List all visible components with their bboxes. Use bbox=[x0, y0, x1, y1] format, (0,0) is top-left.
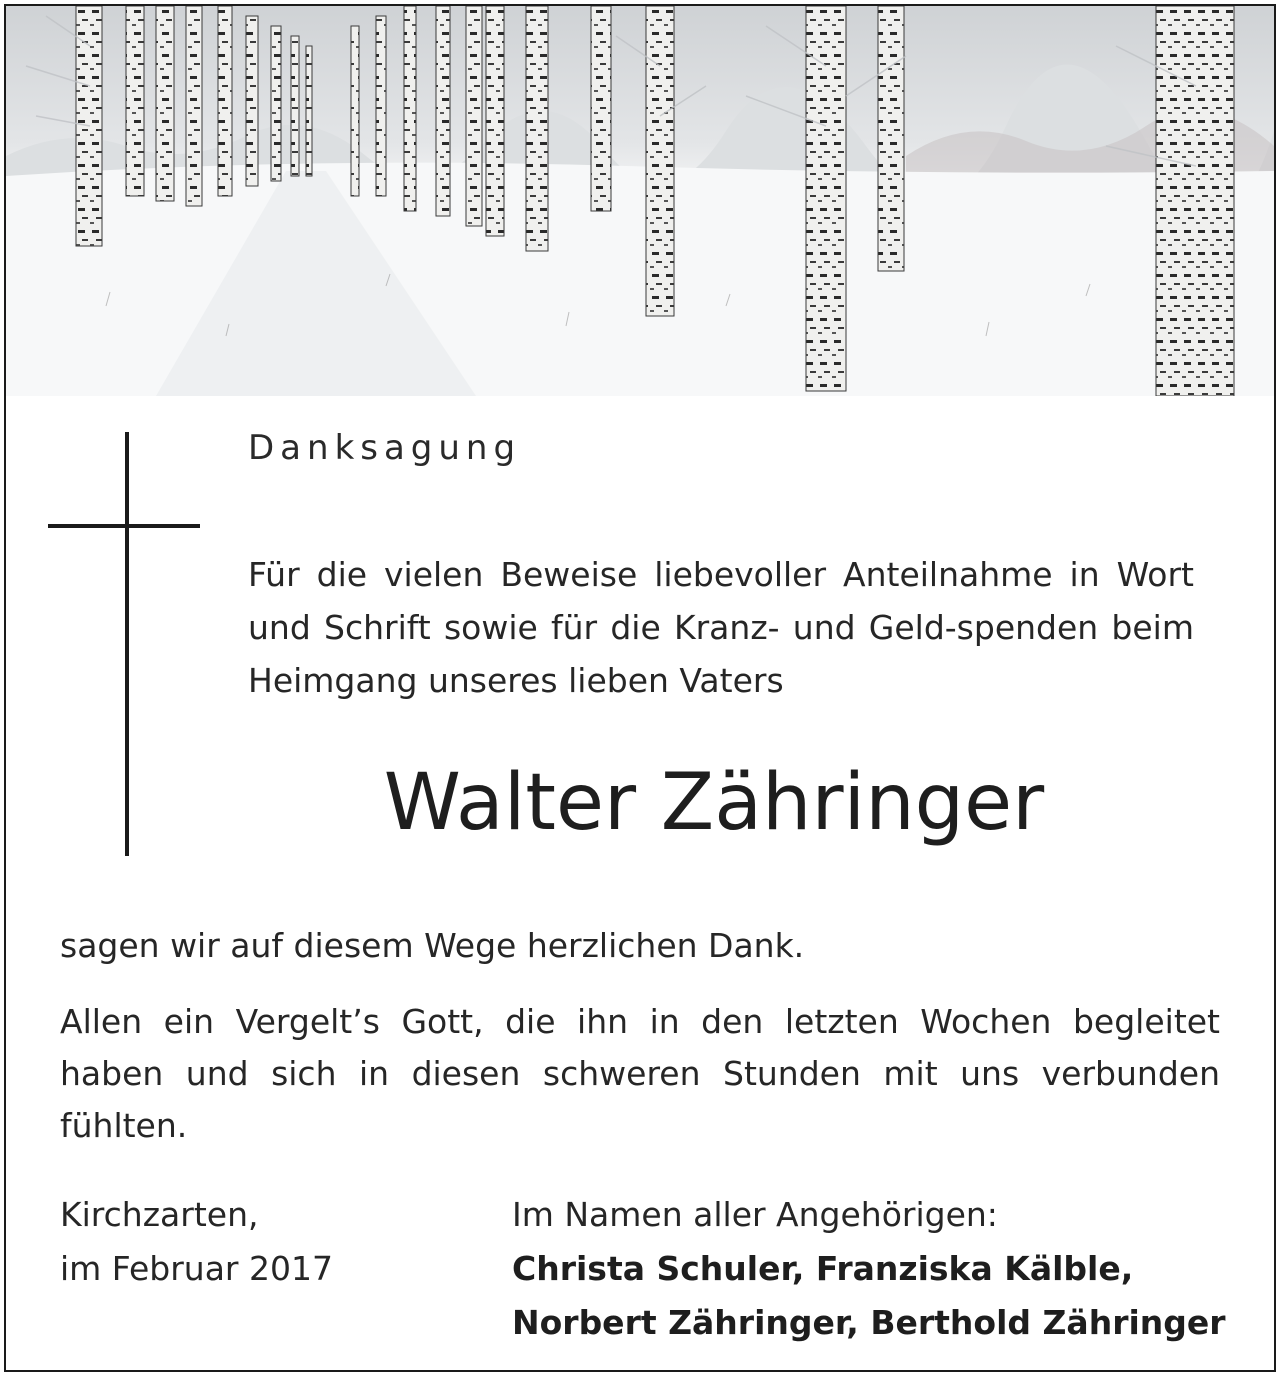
winter-birch-photo bbox=[6, 6, 1274, 396]
thanks-paragraph: sagen wir auf diesem Wege herzlichen Dank. bbox=[60, 926, 805, 965]
family-names-line-2: Norbert Zähringer, Berthold Zähringer bbox=[512, 1303, 1226, 1342]
obituary-notice bbox=[4, 4, 1276, 1372]
place-and-date bbox=[60, 1188, 333, 1296]
notice-heading: Danksagung bbox=[248, 428, 522, 468]
blessing-paragraph: Allen ein Vergelt’s Gott, die ihn in den letzten Wochen begleitet haben und sich in diesen schweren Stunden mit uns verbunden fühlten. bbox=[60, 1002, 1220, 1145]
intro-paragraph: Für die vielen Beweise liebevoller Anteilnahme in Wort und Schrift sowie für die Kranz- und Geld-spenden beim Heimgang unseres lieben Vaters bbox=[248, 555, 1194, 700]
cross-horizontal-bar bbox=[48, 524, 200, 528]
family-names-line-1: Christa Schuler, Franziska Kälble, bbox=[512, 1249, 1134, 1288]
place-city: Kirchzarten, bbox=[60, 1195, 259, 1234]
deceased-name: Walter Zähringer bbox=[383, 758, 1045, 848]
family-signature bbox=[512, 1188, 1226, 1350]
notice-date: im Februar 2017 bbox=[60, 1249, 333, 1288]
winter-birch-illustration bbox=[6, 6, 1274, 396]
family-intro: Im Namen aller Angehörigen: bbox=[512, 1195, 998, 1234]
